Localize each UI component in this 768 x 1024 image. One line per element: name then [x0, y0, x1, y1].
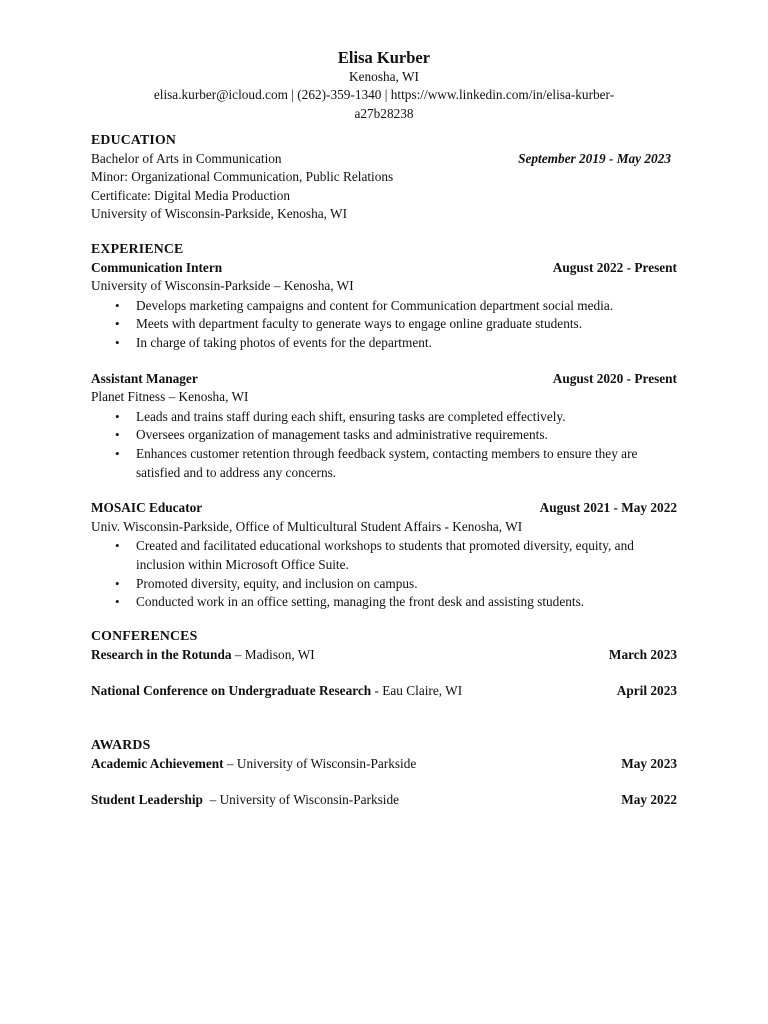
education-minor: Minor: Organizational Communication, Public Relations: [91, 169, 394, 185]
candidate-location: Kenosha, WI: [349, 69, 419, 84]
conference-date: April 2023: [616, 682, 677, 698]
contact-line: elisa.kurber@icloud.com | (262)-359-1340 | https://www.linkedin.com/in/elisa-kurber-: [153, 87, 615, 103]
spacer: [91, 773, 677, 791]
award-name: Student Leadership: [91, 792, 203, 808]
job-role: Communication Intern: [91, 259, 223, 275]
education-degree-row: [91, 150, 677, 168]
spacer: [91, 664, 677, 682]
conference-entry: [91, 646, 315, 664]
award-date: May 2022: [621, 792, 677, 808]
job-entry: [91, 499, 677, 612]
conference-place: Madison, WI: [244, 646, 315, 662]
job-entry: [91, 259, 677, 353]
experience-section: [91, 240, 677, 612]
award-organization: University of Wisconsin-Parkside: [219, 792, 400, 808]
candidate-name: Elisa Kurber: [337, 48, 431, 67]
job-organization: University of Wisconsin-Parkside – Kenosha, WI: [91, 278, 354, 294]
conference-name: Research in the Rotunda: [91, 646, 232, 662]
job-organization: Planet Fitness – Kenosha, WI: [91, 389, 249, 405]
job-bullet: • In charge of taking photos of events for the department.: [136, 334, 677, 353]
job-bullet: • Enhances customer retention through feedback system, contacting members to ensure they are satisfied and to address any concerns.: [136, 445, 677, 482]
section-title-education: EDUCATION: [91, 132, 177, 148]
education-section: [91, 131, 677, 223]
conference-date: March 2023: [608, 646, 677, 662]
award-row: [91, 791, 677, 809]
resume-header: [91, 48, 677, 123]
job-bullet: • Meets with department faculty to generate ways to engage online graduate students.: [136, 315, 677, 334]
spacer: [91, 700, 677, 736]
award-organization: University of Wisconsin-Parkside: [236, 755, 417, 771]
education-degree: Bachelor of Arts in Communication: [91, 150, 282, 166]
conference-separator: –: [231, 646, 245, 662]
job-header-row: [91, 370, 677, 388]
conference-name: National Conference on Undergraduate Research: [91, 682, 372, 698]
education-certificate: Certificate: Digital Media Production: [91, 187, 291, 203]
conference-row: [91, 682, 677, 700]
contact-line-continued: a27b28238: [354, 105, 414, 121]
job-bullet: • Leads and trains staff during each shift, ensuring tasks are completed effectively.: [136, 408, 677, 427]
job-role: Assistant Manager: [91, 370, 198, 386]
job-bullet: • Conducted work in an office setting, managing the front desk and assisting students.: [136, 593, 677, 612]
conference-entry: [91, 682, 462, 700]
job-bullet-list: [91, 297, 677, 353]
award-entry: [91, 755, 416, 773]
education-school: University of Wisconsin-Parkside, Kenosha, WI: [91, 205, 348, 221]
award-row: [91, 755, 677, 773]
job-bullet: • Promoted diversity, equity, and inclusion on campus.: [136, 575, 677, 594]
job-entry: [91, 370, 677, 483]
job-header-row: [91, 499, 677, 517]
job-bullet-list: [91, 537, 677, 612]
award-name: Academic Achievement: [91, 755, 224, 771]
job-bullet-list: [91, 408, 677, 483]
resume-page: [91, 48, 677, 810]
award-separator: –: [223, 755, 237, 771]
conference-place: Eau Claire, WI: [382, 682, 463, 698]
job-bullet: • Oversees organization of management tasks and administrative requirements.: [136, 426, 677, 445]
education-dates: September 2019 - May 2023: [518, 150, 671, 166]
job-dates: August 2020 - Present: [552, 370, 677, 386]
award-entry: [91, 791, 399, 809]
job-dates: August 2021 - May 2022: [539, 500, 677, 516]
job-bullet: • Created and facilitated educational workshops to students that promoted diversity, equity, and inclusion within Microsoft Office Suite.: [136, 537, 677, 574]
job-bullet: • Develops marketing campaigns and content for Communication department social media.: [136, 297, 677, 316]
conference-separator: -: [371, 682, 383, 698]
section-title-experience: EXPERIENCE: [91, 241, 184, 257]
section-title-awards: AWARDS: [91, 737, 151, 753]
awards-section: [91, 736, 677, 809]
job-organization: Univ. Wisconsin-Parkside, Office of Multicultural Student Affairs - Kenosha, WI: [91, 518, 523, 534]
award-date: May 2023: [621, 755, 677, 771]
job-role: MOSAIC Educator: [91, 500, 203, 516]
job-header-row: [91, 259, 677, 277]
job-dates: August 2022 - Present: [552, 259, 677, 275]
conference-row: [91, 646, 677, 664]
conferences-section: [91, 627, 677, 700]
award-separator: –: [202, 792, 220, 808]
section-title-conferences: CONFERENCES: [91, 628, 198, 644]
